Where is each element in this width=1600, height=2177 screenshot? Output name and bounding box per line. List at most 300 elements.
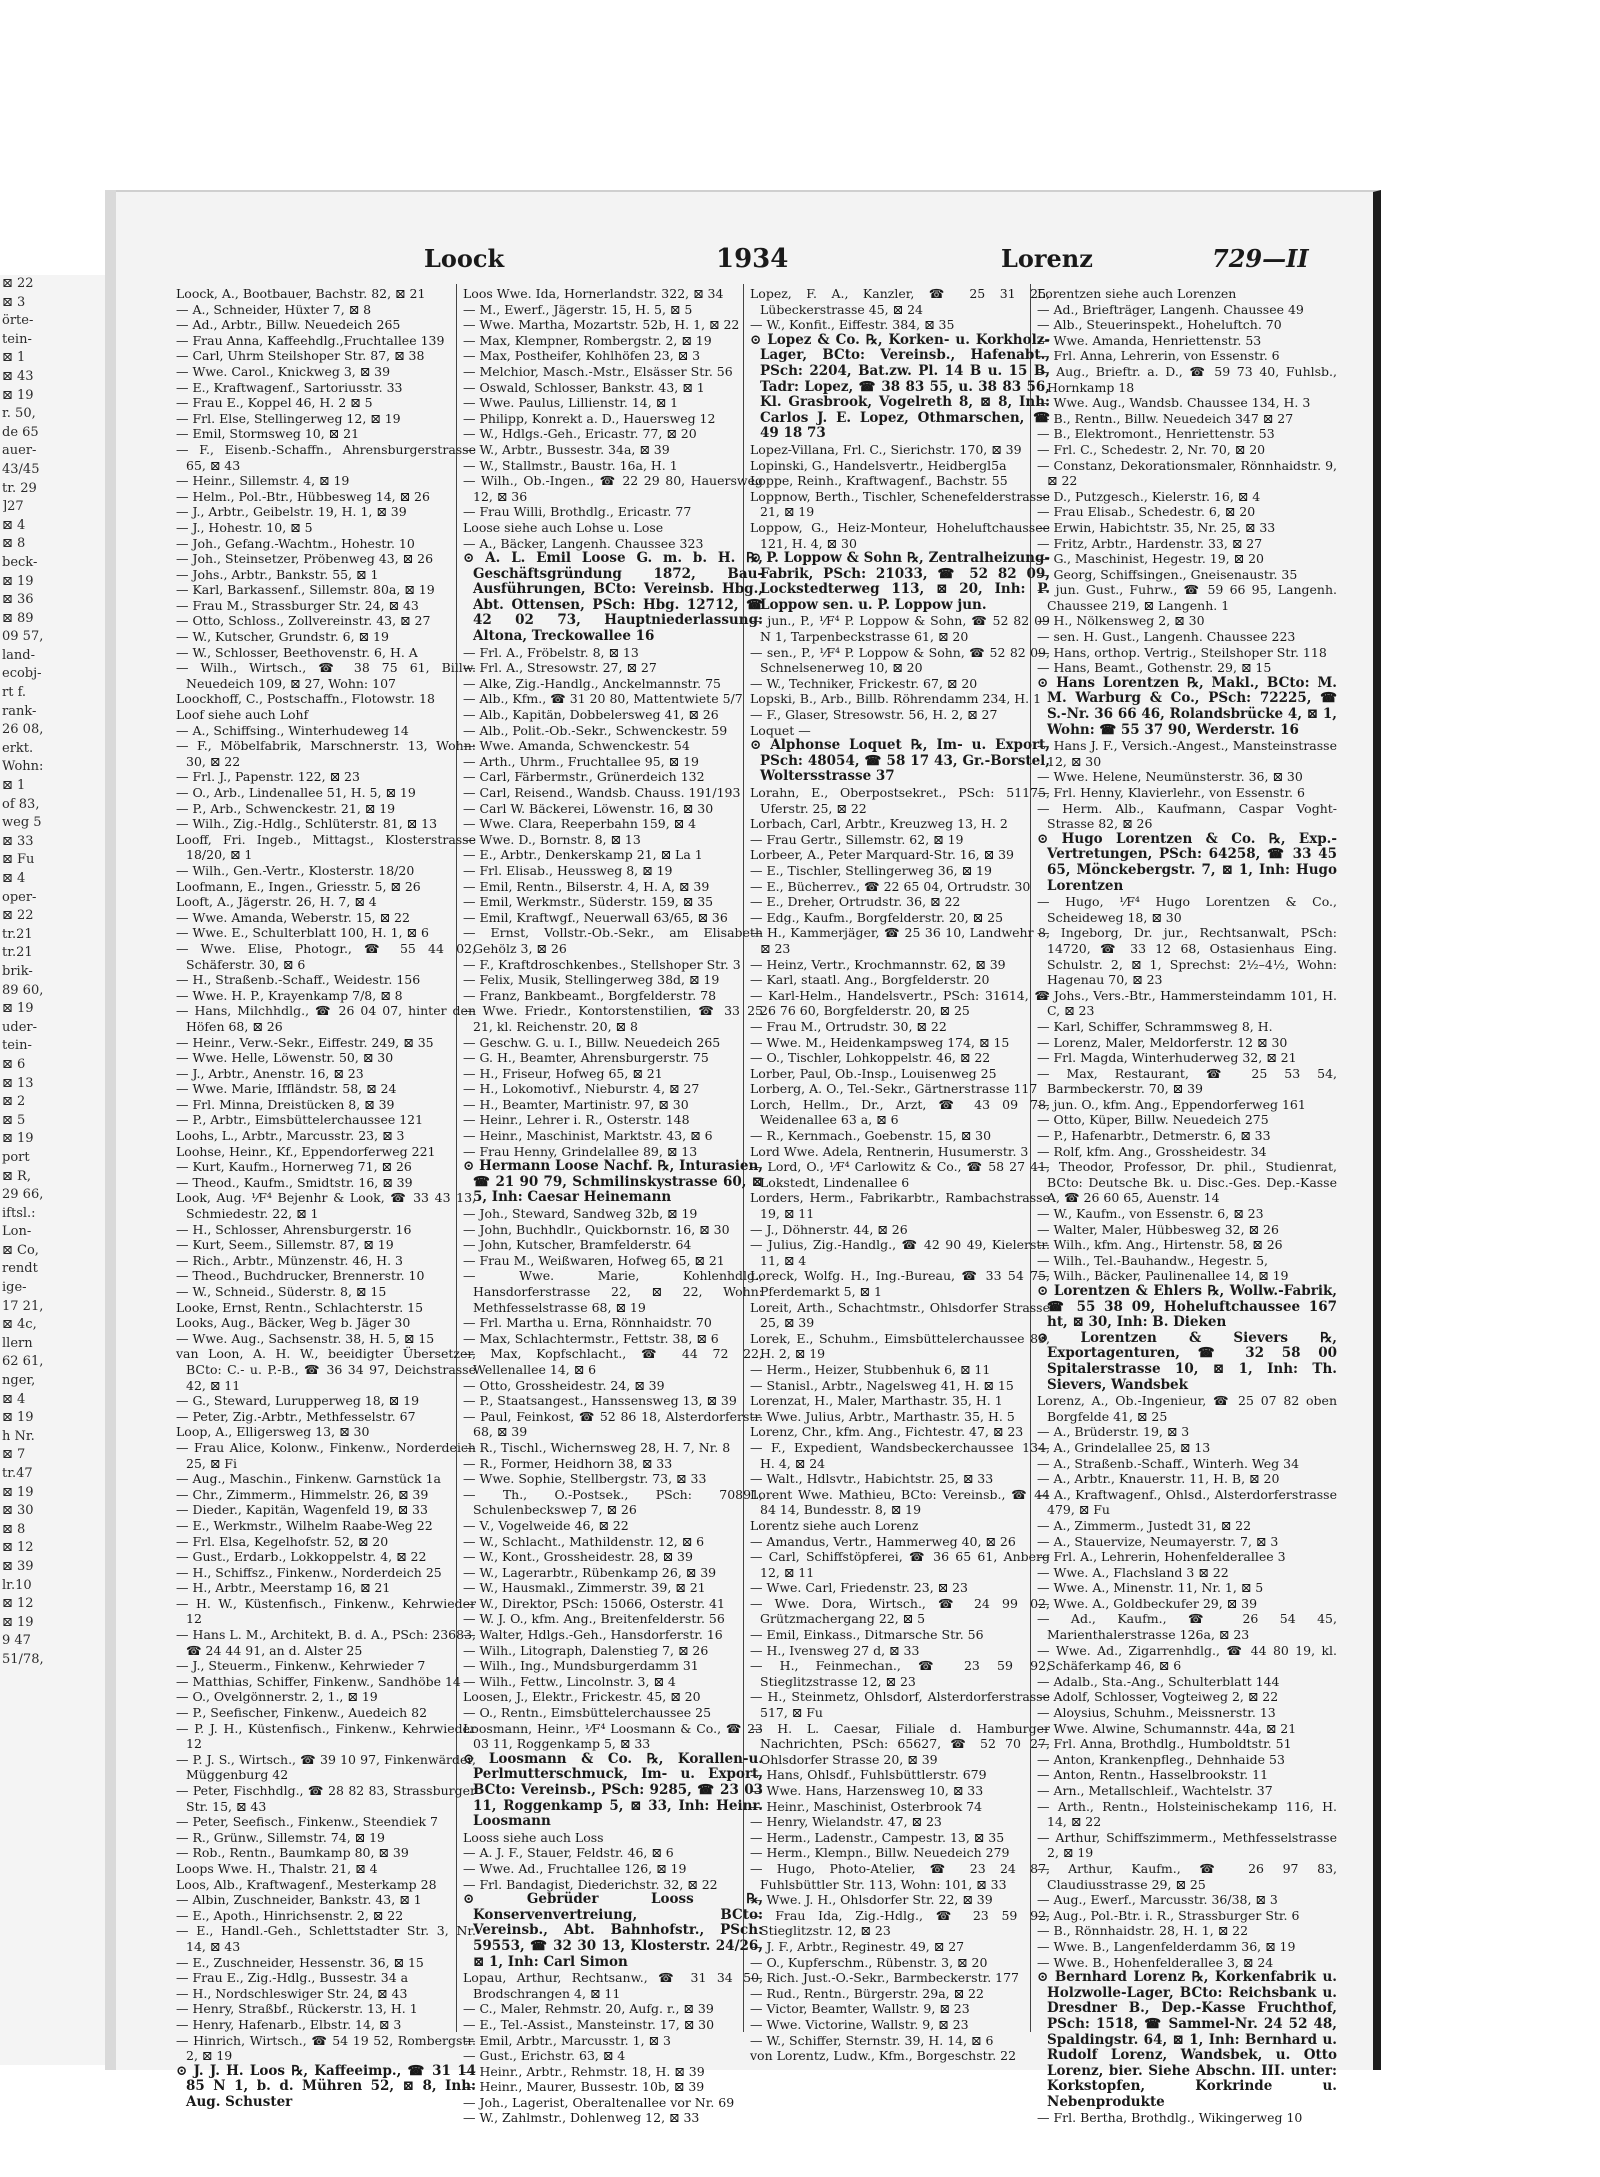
directory-entry: — Carl, Schiffstöpferei, ☎ 36 65 61, Anberg 12, ⊠ 11	[750, 1549, 1050, 1580]
directory-entry: Loop, A., Elligersweg 13, ⊠ 30	[176, 1424, 370, 1440]
directory-entry: — A., Arbtr., Knauerstr. 11, H. B, ⊠ 20	[1037, 1471, 1280, 1487]
directory-entry: — Henry, Hafenarb., Elbstr. 14, ⊠ 3	[176, 2016, 402, 2032]
directory-entry: — Frl. Magda, Winterhuderweg 32, ⊠ 21	[1037, 1050, 1297, 1066]
directory-entry: — Theodor, Professor, Dr. phil., Studienrat, BCto: Deutsche Bk. u. Disc.-Ges. Dep.-Kasse A, ☎ 26 60 65, Auenstr. 14	[1037, 1159, 1337, 1206]
directory-entry: Looss siehe auch Loss	[463, 1829, 604, 1845]
fragment-line: rendt	[2, 1261, 38, 1277]
directory-entry: — Frau Elisab., Schedestr. 6, ⊠ 20	[1037, 504, 1256, 520]
directory-entry: — Amandus, Vertr., Hammerweg 40, ⊠ 26	[750, 1533, 1016, 1549]
directory-entry: — Theod., Buchdrucker, Brennerstr. 10	[176, 1268, 425, 1284]
directory-entry: — F., Eisenb.-Schaffn., Ahrensburgerstrasse 65, ⊠ 43	[176, 441, 476, 473]
directory-entry: — Emil, Stormsweg 10, ⊠ 21	[176, 426, 360, 442]
directory-entry: — Wwe. Victorine, Wallstr. 9, ⊠ 23	[750, 2016, 969, 2032]
fragment-line: ⊠ 30	[2, 1503, 34, 1519]
fragment-line: ⊠ 1	[2, 350, 26, 366]
directory-entry: — Arth., Uhrm., Fruchtallee 95, ⊠ 19	[463, 753, 699, 769]
fragment-line: ⊠ 19	[2, 1484, 34, 1500]
book-gutter	[105, 190, 116, 2070]
fragment-line: weg 5	[2, 815, 42, 831]
directory-entry: — F., Glaser, Stresowstr. 56, H. 2, ⊠ 27	[750, 707, 998, 723]
fragment-line: 62 61,	[2, 1354, 44, 1370]
directory-entry: — G., Maschinist, Hegestr. 19, ⊠ 20	[1037, 551, 1264, 567]
page-header	[116, 244, 1373, 274]
directory-entry: — Wwe. B., Langenfelderdamm 36, ⊠ 19	[1037, 1938, 1296, 1954]
directory-entry: — Rob., Rentn., Baumkamp 80, ⊠ 39	[176, 1845, 409, 1861]
directory-entry: — Wwe. B., Hohenfelderallee 3, ⊠ 24	[1037, 1954, 1274, 1970]
fragment-line: ⊠ 13	[2, 1075, 34, 1091]
directory-entry: — Kurt, Seem., Sillemstr. 87, ⊠ 19	[176, 1237, 394, 1253]
fragment-line: ⊠ 4	[2, 1391, 26, 1407]
directory-entry: — Rolf, kfm. Ang., Grossheidestr. 34	[1037, 1143, 1267, 1159]
directory-entry: — Heinr., Maschinist, Osterbrook 74	[750, 1798, 983, 1814]
directory-entry: — John, Buchhdlr., Quickbornstr. 16, ⊠ 30	[463, 1221, 730, 1237]
directory-entry: — Adalb., Sta.-Ang., Schulterblatt 144	[1037, 1673, 1280, 1689]
directory-entry: — E., Handl.-Geh., Schlettstadter Str. 3, Nr. 14, ⊠ 43	[176, 1923, 476, 1954]
directory-entry: — A., Brüderstr. 19, ⊠ 3	[1037, 1424, 1190, 1440]
directory-entry: Lorentz siehe auch Lorenz	[750, 1517, 919, 1533]
fragment-line: ⊠ Co,	[2, 1242, 39, 1258]
directory-entry: Lorent Wwe. Mathieu, BCto: Vereinsb., ☎ 44 84 14, Bundesstr. 8, ⊠ 19	[750, 1486, 1050, 1518]
fragment-line: ⊠ 19	[2, 573, 34, 589]
directory-entry: — Alb., Polit.-Ob.-Sekr., Schwenckestr. 59	[463, 722, 728, 738]
directory-entry: — Wwe. Julius, Arbtr., Marthastr. 35, H. 5	[750, 1408, 1015, 1424]
directory-entry: — W., Hausmakl., Zimmerstr. 39, ⊠ 21	[463, 1580, 706, 1596]
directory-entry: — Otto, Küper, Billw. Neuedeich 275	[1037, 1112, 1269, 1128]
fragment-line: ⊠ 4c,	[2, 1317, 37, 1333]
fragment-line: ⊠ 22	[2, 908, 34, 924]
directory-entry: — Henry, Straßbf., Rückerstr. 13, H. 1	[176, 2001, 418, 2017]
directory-entry: — Carl, Reisend., Wandsb. Chauss. 191/193	[463, 785, 741, 800]
directory-entry: — Aug., Pol.-Btr. i. R., Strassburger Str. 6	[1037, 1907, 1300, 1923]
fragment-line: nger,	[2, 1373, 36, 1389]
directory-entry: — Peter, Seefisch., Finkenw., Steendiek 7	[176, 1814, 438, 1830]
directory-entry: — J. F., Arbtr., Reginestr. 49, ⊠ 27	[750, 1938, 965, 1954]
directory-entry: — Frl. Bertha, Brothdlg., Wikingerweg 10	[1037, 2110, 1303, 2126]
fragment-line: ⊠ 1	[2, 778, 26, 794]
directory-entry: — Franz, Bankbeamt., Borgfelderstr. 78	[463, 987, 717, 1003]
fragment-line: oper-	[2, 889, 37, 905]
directory-entry: — Heinr., Arbtr., Rehmstr. 18, H. ⊠ 39	[463, 2063, 705, 2079]
directory-entry: — Arth., Rentn., Holsteinischekamp 116, H. 14, ⊠ 22	[1037, 1798, 1337, 1830]
fragment-line: auer-	[2, 443, 37, 459]
directory-entry: — Heinr., Verw.-Sekr., Eiffestr. 249, ⊠ 35	[176, 1034, 434, 1050]
directory-entry: Lorek, E., Schuhm., Eimsbüttelerchaussee 89, H. 2, ⊠ 19	[750, 1330, 1050, 1362]
directory-entry: — Max, Postheifer, Kohlhöfen 23, ⊠ 3	[463, 348, 701, 364]
directory-entry: — O., Arb., Lindenallee 51, H. 5, ⊠ 19	[176, 785, 416, 800]
fragment-line: ⊠ 19	[2, 1614, 34, 1630]
fragment-line: ⊠ 43	[2, 368, 34, 384]
directory-entry: — H., Arbtr., Meerstamp 16, ⊠ 21	[176, 1580, 391, 1596]
directory-entry: Lopau, Arthur, Rechtsanw., ☎ 31 34 50, Brodschrangen 4, ⊠ 11	[463, 1970, 763, 2001]
directory-entry: — Emil, Einkass., Ditmarsche Str. 56	[750, 1627, 984, 1643]
fragment-line: ⊠ 4	[2, 517, 26, 533]
fragment-line: ⊠ 19	[2, 1410, 34, 1426]
directory-entry: — M., Ewerf., Jägerstr. 15, H. 5, ⊠ 5	[463, 301, 693, 317]
fragment-line: tr.47	[2, 1466, 33, 1481]
directory-entry: — Wwe. Alwine, Schumannstr. 44a, ⊠ 21	[1037, 1720, 1297, 1736]
directory-entry: ⊙ Lorentzen & Sievers ℞, Exportagenturen, ☎ 32 58 00 Spitalerstrasse 10, ⊠ 1, Inh: Th. Sievers, Wandsbek	[1037, 1329, 1337, 1393]
directory-entry: — Hugo, ⅟F⁴ Hugo Lorentzen & Co., Scheideweg 18, ⊠ 30	[1037, 894, 1337, 925]
fragment-line: beck-	[2, 554, 38, 570]
fragment-line: rank-	[2, 703, 37, 719]
directory-entry: — Wwe. M., Heidenkampsweg 174, ⊠ 15	[750, 1034, 1010, 1050]
fragment-line: Lon-	[2, 1224, 32, 1240]
directory-entry: — Emil, Kraftwgf., Neuerwall 63/65, ⊠ 36	[463, 909, 728, 925]
directory-entry: — Frl. A., Stresowstr. 27, ⊠ 27	[463, 660, 657, 676]
directory-entry: — Melchior, Masch.-Mstr., Elsässer Str. 56	[463, 363, 733, 379]
directory-entry: — Ad., Kaufm., ☎ 26 54 45, Marienthalerstrasse 126a, ⊠ 23	[1037, 1611, 1337, 1643]
fragment-line: ⊠ Fu	[2, 852, 35, 868]
directory-entry: — Wilh., Wirtsch., ☎ 38 75 61, Billw. Neuedeich 109, ⊠ 27, Wohn: 107	[176, 660, 476, 691]
fragment-line: 43/45	[2, 461, 40, 477]
directory-entry: Loquet —	[750, 722, 811, 738]
directory-entry: — H., Schlosser, Ahrensburgerstr. 16	[176, 1221, 412, 1237]
directory-entry: — H., Lokomotivf., Nieburstr. 4, ⊠ 27	[463, 1081, 700, 1097]
directory-entry: Loreck, Wolfg. H., Ing.-Bureau, ☎ 33 54 75, Pferdemarkt 5, ⊠ 1	[750, 1268, 1050, 1299]
directory-entry: — Wwe. Dora, Wirtsch., ☎ 24 99 02, Grützmachergang 22, ⊠ 5	[750, 1595, 1050, 1627]
directory-entry: — Arthur, Kaufm., ☎ 26 97 83, Claudiusstrasse 29, ⊠ 25	[1037, 1860, 1337, 1892]
directory-entry: — Kurt, Kaufm., Hornerweg 71, ⊠ 26	[176, 1159, 412, 1175]
directory-entry: — J., Döhnerstr. 44, ⊠ 26	[750, 1221, 908, 1237]
directory-entry: — Frau Anna, Kaffeehdlg.,Fruchtallee 139	[176, 332, 445, 348]
header-right-term: Lorenz	[1001, 244, 1093, 273]
directory-entry: — Frl. Else, Stellingerweg 12, ⊠ 19	[176, 410, 401, 426]
directory-entry: — Hans L. M., Architekt, B. d. A., PSch: 23683, ☎ 24 44 91, an d. Alster 25	[176, 1627, 476, 1658]
directory-entry: — Helm., Pol.-Btr., Hübbesweg 14, ⊠ 26	[176, 488, 430, 504]
directory-entry: Lorbach, Carl, Arbtr., Kreuzweg 13, H. 2	[750, 816, 1008, 832]
directory-entry: — O., Rentn., Eimsbüttelerchaussee 25	[463, 1705, 712, 1721]
directory-entry: — Hans J. F., Versich.-Angest., Mansteinstrasse 12, ⊠ 30	[1037, 738, 1337, 769]
directory-entry: — Herm., Klempn., Billw. Neuedeich 279	[750, 1845, 1010, 1861]
directory-entry: — Rud., Rentn., Bürgerstr. 29a, ⊠ 22	[750, 1985, 984, 2001]
directory-entry: — J., Arbtr., Geibelstr. 19, H. 1, ⊠ 39	[176, 504, 407, 520]
fragment-line: ⊠ 12	[2, 1540, 34, 1556]
directory-entry: — Frl. A., Lehrerin, Hohenfelderallee 3	[1037, 1549, 1286, 1565]
directory-entry: — Wwe. Marie, Kohlenhdlg., Hansdorferstrasse 22, ⊠ 22, Wohn: Methfesselstrasse 68, ⊠ 19	[463, 1268, 763, 1315]
fragment-line: Wohn:	[2, 759, 44, 775]
directory-entry: — Herm., Heizer, Stubbenhuk 6, ⊠ 11	[750, 1361, 991, 1377]
directory-entry: Lorenz, Chr., kfm. Ang., Fichtestr. 47, ⊠ 23	[750, 1424, 1024, 1440]
directory-entry: — Ad., Briefträger, Langenh. Chaussee 49	[1037, 301, 1304, 317]
directory-entry: — Georg, Schiffsingen., Gneisenaustr. 35	[1037, 566, 1298, 582]
directory-entry: — Frau M., Ortrudstr. 30, ⊠ 22	[750, 1018, 947, 1034]
directory-entry: Looke, Ernst, Rentn., Schlachterstr. 15	[176, 1299, 424, 1315]
directory-entry: — H., Friseur, Hofweg 65, ⊠ 21	[463, 1065, 663, 1081]
directory-entry: — J., Hohestr. 10, ⊠ 5	[176, 519, 313, 535]
directory-entry: — Frl. Elsa, Kegelhofstr. 52, ⊠ 20	[176, 1533, 389, 1549]
directory-entry: — H., Straßenb.-Schaff., Weidestr. 156	[176, 972, 421, 988]
directory-entry: — A., Straßenb.-Schaff., Winterh. Weg 34	[1037, 1455, 1300, 1471]
directory-entry: — Oswald, Schlosser, Bankstr. 43, ⊠ 1	[463, 379, 705, 395]
directory-entry: ⊙ J. J. H. Loos ℞, Kaffeeimp., ☎ 31 14 85 N 1, b. d. Mühren 52, ⊠ 8, Inh: Aug. Schuster	[176, 2062, 476, 2110]
directory-entry: — Fritz, Arbtr., Hardenstr. 33, ⊠ 27	[1037, 535, 1263, 551]
directory-entry: — W., Techniker, Frickestr. 67, ⊠ 20	[750, 675, 978, 691]
directory-entry: — Philipp, Konrekt a. D., Hauersweg 12	[463, 410, 716, 426]
directory-entry: — Frau E., Koppel 46, H. 2 ⊠ 5	[176, 395, 373, 411]
directory-entry: — P., Hafenarbtr., Detmerstr. 6, ⊠ 33	[1037, 1128, 1271, 1144]
directory-entry: — W., Kutscher, Grundstr. 6, ⊠ 19	[176, 629, 389, 645]
directory-entry: — Frau Gertr., Sillemstr. 62, ⊠ 19	[750, 831, 964, 847]
directory-entry: — Anton, Rentn., Hasselbrookstr. 11	[1037, 1767, 1269, 1783]
directory-entry: — G. H., Beamter, Ahrensburgerstr. 75	[463, 1050, 709, 1066]
directory-entry: — P. J. S., Wirtsch., ☎ 39 10 97, Finkenwärder, Müggenburg 42	[176, 1751, 476, 1783]
directory-entry: — jun., P., ⅟F⁴ P. Loppow & Sohn, ☎ 52 82 09 N 1, Tarpenbeckstrasse 61, ⊠ 20	[750, 613, 1050, 645]
directory-entry: Loof siehe auch Lohf	[176, 707, 309, 723]
directory-entry: — sen., P., ⅟F⁴ P. Loppow & Sohn, ☎ 52 82 09, Schnelsenerweg 10, ⊠ 20	[750, 644, 1050, 676]
fragment-line: ⊠ 2	[2, 1094, 26, 1110]
directory-entry: Loohse, Heinr., Kf., Eppendorferweg 221	[176, 1143, 436, 1159]
directory-entry: — Wwe. A., Minenstr. 11, Nr. 1, ⊠ 5	[1037, 1580, 1264, 1596]
directory-entry: — Wilh., Zig.-Hdlg., Schlüterstr. 81, ⊠ 13	[176, 816, 438, 832]
fragment-line: 9 47	[2, 1633, 31, 1649]
directory-entry: — W., Lagerarbtr., Rübenkamp 26, ⊠ 39	[463, 1564, 717, 1580]
directory-entry: — Otto, Schloss., Zollvereinstr. 43, ⊠ 27	[176, 613, 431, 629]
directory-entry: — Alb., Kfm., ☎ 31 20 80, Mattentwiete 5/7	[463, 691, 743, 707]
fragment-line: 09 57,	[2, 629, 44, 645]
directory-entry: — Dieder., Kapitän, Wagenfeld 19, ⊠ 33	[176, 1502, 428, 1518]
directory-entry: — Wwe. Aug., Wandsb. Chaussee 134, H. 3	[1037, 395, 1311, 411]
directory-entry: Loosen, J., Elektr., Frickestr. 45, ⊠ 20	[463, 1689, 701, 1705]
directory-entry: — Th., O.-Postsek., PSch: 70891, Schulenbeckswep 7, ⊠ 26	[463, 1486, 763, 1518]
directory-entry: — Anton, Krankenpfleg., Dehnhaide 53	[1037, 1751, 1285, 1767]
fragment-line: ⊠ 7	[2, 1447, 26, 1463]
fragment-list	[0, 275, 105, 1670]
directory-entry: — G., Steward, Lurupperweg 18, ⊠ 19	[176, 1393, 420, 1409]
directory-entry: — W., Schlacht., Mathildenstr. 12, ⊠ 6	[463, 1533, 705, 1549]
directory-entry: — Wilh., Gen.-Vertr., Klosterstr. 18/20	[176, 862, 415, 878]
directory-entry: — Herm. Alb., Kaufmann, Caspar Voght-Strasse 82, ⊠ 26	[1037, 800, 1337, 832]
directory-entry: Lorentzen siehe auch Lorenzen	[1037, 286, 1237, 301]
directory-entry: — E., Dreher, Ortrudstr. 36, ⊠ 22	[750, 894, 961, 910]
fragment-line: 29 66,	[2, 1187, 44, 1203]
directory-entry: — Johs., Vers.-Btr., Hammersteindamm 101, H. C, ⊠ 23	[1037, 987, 1337, 1019]
directory-entry: — John, Kutscher, Bramfelderstr. 64	[463, 1237, 692, 1253]
directory-entry: — H. L. Caesar, Filiale d. Hamburger Nachrichten, PSch: 65627, ☎ 52 70 27, Ohlsdorfer Strasse 20, ⊠ 39	[750, 1720, 1050, 1767]
directory-entry: Loosmann, Heinr., ⅟F⁴ Loosmann & Co., ☎ 23 03 11, Roggenkamp 5, ⊠ 33	[463, 1720, 763, 1752]
directory-entry: ⊙ Alphonse Loquet ℞, Im- u. Export, PSch: 48054, ☎ 58 17 43, Gr.-Borstel, Woltersstrasse 37	[750, 737, 1050, 785]
header-year: 1934	[716, 244, 789, 274]
directory-entry: — Walter, Hdlgs.-Geh., Hansdorferstr. 16	[463, 1627, 723, 1643]
directory-entry: — Hinrich, Wirtsch., ☎ 54 19 52, Rombergstr. 2, ⊠ 19	[176, 2032, 476, 2064]
directory-entry: ⊙ Lorentzen & Ehlers ℞, Wollw.-Fabrik, ☎ 55 38 09, Hoheluftchaussee 167 ht, ⊠ 30, Inh: B. Dieken	[1037, 1283, 1337, 1331]
directory-entry: — Carl W. Bäckerei, Löwenstr. 16, ⊠ 30	[463, 800, 714, 816]
directory-entry: — Carl, Uhrm Steilshoper Str. 87, ⊠ 38	[176, 348, 425, 364]
fragment-line: tein-	[2, 331, 32, 347]
directory-entry: — Hans, Beamt., Gothenstr. 29, ⊠ 15	[1037, 660, 1272, 676]
directory-entry: — Karl, Barkassenf., Sillemstr. 80a, ⊠ 19	[176, 582, 435, 598]
fragment-line: brik-	[2, 963, 33, 979]
directory-entry: Lopez, F. A., Kanzler, ☎ 25 31 25, Lübeckerstrasse 45, ⊠ 24	[750, 286, 1050, 317]
directory-entry: — Frau M., Weißwaren, Hofweg 65, ⊠ 21	[463, 1252, 725, 1268]
directory-entry: ⊙ Lopez & Co. ℞, Korken- u. Korkholz-Lager, BCto: Vereinsb., Hafenabt., PSch: 2204, Bat.zw. Pl. 14 B u. 15 B, Tadr: Lopez, ☎ 38 83 55, u. 38 83 56, Kl. Grasbrook, Vogelreth 8, ⊠ 8, Inh: Carlos J. E. Lopez, Othmarschen, ☎ 49 18 73	[750, 331, 1050, 442]
directory-entry: — Wwe. Martha, Mozartstr. 52b, H. 1, ⊠ 22	[463, 317, 740, 333]
fragment-line: h Nr.	[2, 1428, 35, 1444]
directory-entry: — Wilh., kfm. Ang., Hirtenstr. 58, ⊠ 26	[1037, 1237, 1283, 1253]
directory-entry: — Frau E., Zig.-Hdlg., Bussestr. 34 a	[176, 1970, 409, 1986]
directory-entry: — A., Schneider, Hüxter 7, ⊠ 8	[176, 301, 372, 317]
directory-entry: — Wwe. J. H., Ohlsdorfer Str. 22, ⊠ 39	[750, 1892, 993, 1908]
directory-entry: — O., Kupferschm., Rübenstr. 3, ⊠ 20	[750, 1954, 988, 1970]
directory-page	[116, 190, 1381, 2126]
directory-entry: Loohs, L., Arbtr., Marcusstr. 23, ⊠ 3	[176, 1128, 405, 1144]
directory-entry: — Albin, Zuschneider, Bankstr. 43, ⊠ 1	[176, 1892, 422, 1908]
directory-entry: — Frau Alice, Kolonw., Finkenw., Norderdeich 25, ⊠ Fi	[176, 1439, 476, 1471]
directory-entry: — H., Schiffsz., Finkenw., Norderdeich 25	[176, 1564, 442, 1580]
directory-entry: — Wilh., Tel.-Bauhandw., Hegestr. 5,	[1037, 1252, 1269, 1268]
directory-entry: — Wwe. Marie, Iffländstr. 58, ⊠ 24	[176, 1081, 397, 1097]
directory-entry: Loos Wwe. Ida, Hornerlandstr. 322, ⊠ 34	[463, 286, 724, 301]
directory-entry: — W., Schlosser, Beethovenstr. 6, H. A	[176, 644, 418, 660]
directory-entry: — Alb., Steuerinspekt., Hoheluftch. 70	[1037, 317, 1282, 333]
fragment-line: ⊠ 36	[2, 592, 34, 608]
fragment-line: örte-	[2, 313, 34, 329]
directory-entry: — Frl. Martha u. Erna, Rönnhaidstr. 70	[463, 1315, 712, 1331]
directory-entry: — Stanisl., Arbtr., Nagelsweg 41, H. ⊠ 15	[750, 1377, 1014, 1393]
directory-entry: Loppow, G., Heiz-Monteur, Hoheluftchaussee 121, H. 4, ⊠ 30	[750, 519, 1050, 551]
directory-entry: — Wwe. Sophie, Stellbergstr. 73, ⊠ 33	[463, 1471, 707, 1487]
directory-entry: — H. W., Küstenfisch., Finkenw., Kehrwieder 12	[176, 1595, 476, 1627]
directory-entry: Looft, A., Jägerstr. 26, H. 7, ⊠ 4	[176, 894, 377, 910]
fragment-line: ⊠ R,	[2, 1168, 31, 1184]
directory-entry: — Karl, staatl. Ang., Borgfelderstr. 20	[750, 972, 990, 988]
adjacent-page-fragment	[0, 275, 108, 2065]
directory-entry: — Joh., Steinsetzer, Pröbenweg 43, ⊠ 26	[176, 551, 434, 567]
directory-entry: — Frl. C., Schedestr. 2, Nr. 70, ⊠ 20	[1037, 441, 1266, 457]
directory-entry: Looff, Fri. Ingeb., Mittagst., Klosterstrasse 18/20, ⊠ 1	[176, 831, 476, 863]
directory-entry: Loppe, Reinh., Kraftwagenf., Bachstr. 55	[750, 473, 1008, 489]
directory-entry: — Wwe. Friedr., Kontorstenstilien, ☎ 33 25 21, kl. Reichenstr. 20, ⊠ 8	[463, 1003, 763, 1034]
directory-entry: — Max, Schlachtermstr., Fettstr. 38, ⊠ 6	[463, 1330, 719, 1346]
directory-entry: — Joh., Steward, Sandweg 32b, ⊠ 19	[463, 1206, 698, 1222]
column-3	[750, 286, 1050, 2064]
directory-entry: — Henry, Wielandstr. 47, ⊠ 23	[750, 1814, 942, 1830]
directory-entry: — Adolf, Schlosser, Vogteiweg 2, ⊠ 22	[1037, 1689, 1279, 1705]
directory-entry: — D., Putzgesch., Kielerstr. 16, ⊠ 4	[1037, 488, 1261, 504]
directory-entry: — Peter, Fischhdlg., ☎ 28 82 83, Strassburger Str. 15, ⊠ 43	[176, 1783, 476, 1814]
directory-entry: — Otto, Grossheidestr. 24, ⊠ 39	[463, 1377, 665, 1393]
directory-entry: — Wwe. Elise, Photogr., ☎ 55 44 02, Schäferstr. 30, ⊠ 6	[176, 940, 476, 972]
directory-entry: Lorders, Herm., Fabrikarbtr., Rambachstrasse 19, ⊠ 11	[750, 1190, 1050, 1222]
directory-entry: — Gust., Erdarb., Lokkoppelstr. 4, ⊠ 22	[176, 1549, 427, 1565]
directory-entry: — Wwe. Ad., Zigarrenhdlg., ☎ 44 80 19, kl. Schäferkamp 46, ⊠ 6	[1037, 1642, 1337, 1674]
directory-entry: Lopski, B., Arb., Billb. Röhrendamm 234, H. 1	[750, 691, 1042, 707]
directory-entry: — Emil, Arbtr., Marcusstr. 1, ⊠ 3	[463, 2032, 671, 2048]
directory-entry: — Arn., Metallschleif., Wachtelstr. 37	[1037, 1783, 1273, 1798]
directory-entry: — Heinr., Lehrer i. R., Osterstr. 148	[463, 1112, 690, 1128]
directory-entry: — Wwe. Clara, Reeperbahn 159, ⊠ 4	[463, 816, 697, 832]
directory-entry: — Wwe. Helle, Löwenstr. 50, ⊠ 30	[176, 1050, 394, 1066]
directory-entry: — Wwe. Amanda, Weberstr. 15, ⊠ 22	[176, 909, 410, 925]
fragment-line: ⊠ 19	[2, 1131, 34, 1147]
directory-entry: — Frau Henny, Grindelallee 89, ⊠ 13	[463, 1143, 698, 1159]
directory-entry: van Loon, A. H. W., beeidigter Übersetzer, BCto: C.- u. P.-B., ☎ 36 34 97, Deichstrasse 42, ⊠ 11	[176, 1346, 476, 1393]
fragment-line: ⊠ 19	[2, 387, 34, 403]
directory-entry: — Geschw. G. u. I., Billw. Neuedeich 265	[463, 1034, 721, 1050]
directory-entry: — R., Grünw., Sillemstr. 74, ⊠ 19	[176, 1829, 386, 1845]
directory-entry: — P., Arbtr., Eimsbüttelerchaussee 121	[176, 1112, 424, 1128]
directory-entry: — Lorenz, Maler, Meldorferstr. 12 ⊠ 30	[1037, 1034, 1288, 1050]
directory-entry: — Gust., Erichstr. 63, ⊠ 4	[463, 2048, 626, 2064]
directory-entry: — Wilh., Litograph, Dalenstieg 7, ⊠ 26	[463, 1642, 709, 1658]
fragment-line: ecobj-	[2, 666, 42, 682]
directory-entry: — W., Zahlmstr., Dohlenweg 12, ⊠ 33	[463, 2110, 700, 2126]
directory-entry: — Wwe. Paulus, Lillienstr. 14, ⊠ 1	[463, 395, 679, 411]
directory-entry: — H., Kammerjäger, ☎ 25 36 10, Landwehr 8, ⊠ 23	[750, 925, 1050, 956]
directory-entry: — Max, Klempner, Rombergstr. 2, ⊠ 19	[463, 332, 712, 348]
directory-entry: — Wilh., Ing., Mundsburgerdamm 31	[463, 1658, 699, 1674]
directory-entry: — J., Steuerm., Finkenw., Kehrwieder 7	[176, 1658, 426, 1674]
directory-entry: — Carl, Färbermstr., Grünerdeich 132	[463, 769, 705, 785]
directory-entry: — W., Kaufm., von Essenstr. 6, ⊠ 23	[1037, 1206, 1264, 1222]
directory-entry: — V., Vogelweide 46, ⊠ 22	[463, 1517, 629, 1533]
directory-entry: ⊙ Gebrüder Looss ℞, Konservenvertreiung, BCto: Vereinsb., Abt. Bahnhofstr., PSch: 59553, ☎ 32 30 13, Klosterstr. 24/26, ⊠ 1, Inh: Carl Simon	[463, 1891, 763, 1970]
fragment-line: de 65	[2, 424, 39, 440]
directory-entry: Lorbeer, A., Peter Marquard-Str. 16, ⊠ 39	[750, 847, 1014, 863]
directory-entry: — Wwe. Aug., Sachsenstr. 38, H. 5, ⊠ 15	[176, 1330, 435, 1346]
directory-entry: Lorenz, A., Ob.-Ingenieur, ☎ 25 07 82 oben Borgfelde 41, ⊠ 25	[1037, 1393, 1337, 1424]
directory-entry: ⊙ Loosmann & Co. ℞, Korallen-u. Perlmutterschmuck, Im- u. Export, BCto: Vereinsb., PSch: 9285, ☎ 23 03 11, Roggenkamp 5, ⊠ 33, Inh: Heinr. Loosmann	[463, 1750, 763, 1830]
directory-entry: — Wwe. Hans, Harzensweg 10, ⊠ 33	[750, 1783, 984, 1798]
directory-entry: — Wilh., Ob.-Ingen., ☎ 22 29 80, Hauersweg 12, ⊠ 36	[463, 473, 763, 504]
directory-entry: — W. J. O., kfm. Ang., Breitenfelderstr. 56	[463, 1611, 725, 1627]
directory-entry: — O., Tischler, Lohkoppelstr. 46, ⊠ 22	[750, 1050, 991, 1066]
directory-entry: — P., Staatsangest., Hanssensweg 13, ⊠ 39	[463, 1393, 737, 1409]
directory-entry: — Frl. Minna, Dreistücken 8, ⊠ 39	[176, 1096, 395, 1112]
directory-entry: Lorahn, E., Oberpostsekret., PSch: 51175, Uferstr. 25, ⊠ 22	[750, 785, 1050, 816]
fragment-line: ige-	[2, 1280, 27, 1296]
directory-entry: — R., Former, Heidhorn 38, ⊠ 33	[463, 1455, 673, 1471]
directory-entry: — A., Kraftwagenf., Ohlsd., Alsterdorferstrasse 479, ⊠ Fu	[1037, 1486, 1337, 1518]
directory-entry: — Walt., Hdlsvtr., Habichtstr. 25, ⊠ 33	[750, 1471, 994, 1487]
directory-entry: — Wwe. D., Bornstr. 8, ⊠ 13	[463, 831, 641, 847]
fragment-line: lr.10	[2, 1577, 32, 1593]
fragment-line: tr.21	[2, 926, 33, 942]
header-left-term: Loock	[424, 244, 505, 273]
directory-entry: — P., Arb., Schwenckestr. 21, ⊠ 19	[176, 800, 396, 816]
directory-entry: — Chr., Zimmerm., Himmelstr. 26, ⊠ 39	[176, 1486, 429, 1502]
directory-entry: — Erwin, Habichtstr. 35, Nr. 25, ⊠ 33	[1037, 519, 1276, 535]
directory-entry: — Johs., Arbtr., Bankstr. 55, ⊠ 1	[176, 566, 379, 582]
directory-entry: Loreit, Arth., Schachtmstr., Ohlsdorfer Strasse 25, ⊠ 39	[750, 1299, 1050, 1331]
directory-entry: — W., Schneid., Süderstr. 8, ⊠ 15	[176, 1284, 387, 1299]
directory-entry: — E., Tischler, Stellingerweg 36, ⊠ 19	[750, 862, 992, 878]
directory-entry: Looks, Aug., Bäcker, Weg b. Jäger 30	[176, 1315, 411, 1331]
directory-entry: — Frau M., Strassburger Str. 24, ⊠ 43	[176, 597, 419, 613]
directory-entry: — A., Grindelallee 25, ⊠ 13	[1037, 1439, 1211, 1455]
directory-entry: — Lord, O., ⅟F⁴ Carlowitz & Co., ☎ 58 27 41, Lokstedt, Lindenallee 6	[750, 1159, 1050, 1190]
directory-entry: Loose siehe auch Lohse u. Lose	[463, 519, 664, 535]
directory-entry: — R., Tischl., Wichernsweg 28, H. 7, Nr. 8	[463, 1439, 731, 1455]
directory-entry: — Frl. J., Papenstr. 122, ⊠ 23	[176, 769, 360, 785]
directory-entry: — W., Direktor, PSch: 15066, Osterstr. 41	[463, 1595, 725, 1611]
fragment-line: ⊠ 8	[2, 1521, 26, 1537]
directory-entry: — F., Kraftdroschkenbes., Stellshoper Str. 3	[463, 956, 741, 972]
directory-entry: — Joh., Lagerist, Oberaltenallee vor Nr. 69	[463, 2094, 735, 2110]
fragment-line: ⊠ 4	[2, 871, 26, 886]
fragment-line: ⊠ 33	[2, 833, 34, 849]
directory-entry: — Wwe. A., Goldbeckufer 29, ⊠ 39	[1037, 1595, 1258, 1611]
directory-entry: — H., Feinmechan., ☎ 23 59 92, Stieglitzstrasse 12, ⊠ 23	[750, 1658, 1050, 1689]
directory-entry: — Rich. Just.-O.-Sekr., Barmbeckerstr. 177	[750, 1970, 1020, 1986]
directory-entry: — A., Stauervize, Neumayerstr. 7, ⊠ 3	[1037, 1533, 1279, 1549]
directory-entry: — P. J. H., Küstenfisch., Finkenw., Kehrwieder 12	[176, 1720, 476, 1752]
directory-entry: Loops Wwe. H., Thalstr. 21, ⊠ 4	[176, 1860, 378, 1876]
directory-entry: Look, Aug. ⅟F⁴ Bejenhr & Look, ☎ 33 43 13, Schmiedestr. 22, ⊠ 1	[176, 1190, 476, 1222]
fragment-line: uder-	[2, 1019, 37, 1035]
directory-entry: — Wwe. H. P., Krayenkamp 7/8, ⊠ 8	[176, 987, 403, 1003]
directory-entry: Lopez-Villana, Frl. C., Sierichstr. 170, ⊠ 39	[750, 441, 1022, 457]
directory-entry: — Frl. A., Fröbelstr. 8, ⊠ 13	[463, 644, 639, 660]
